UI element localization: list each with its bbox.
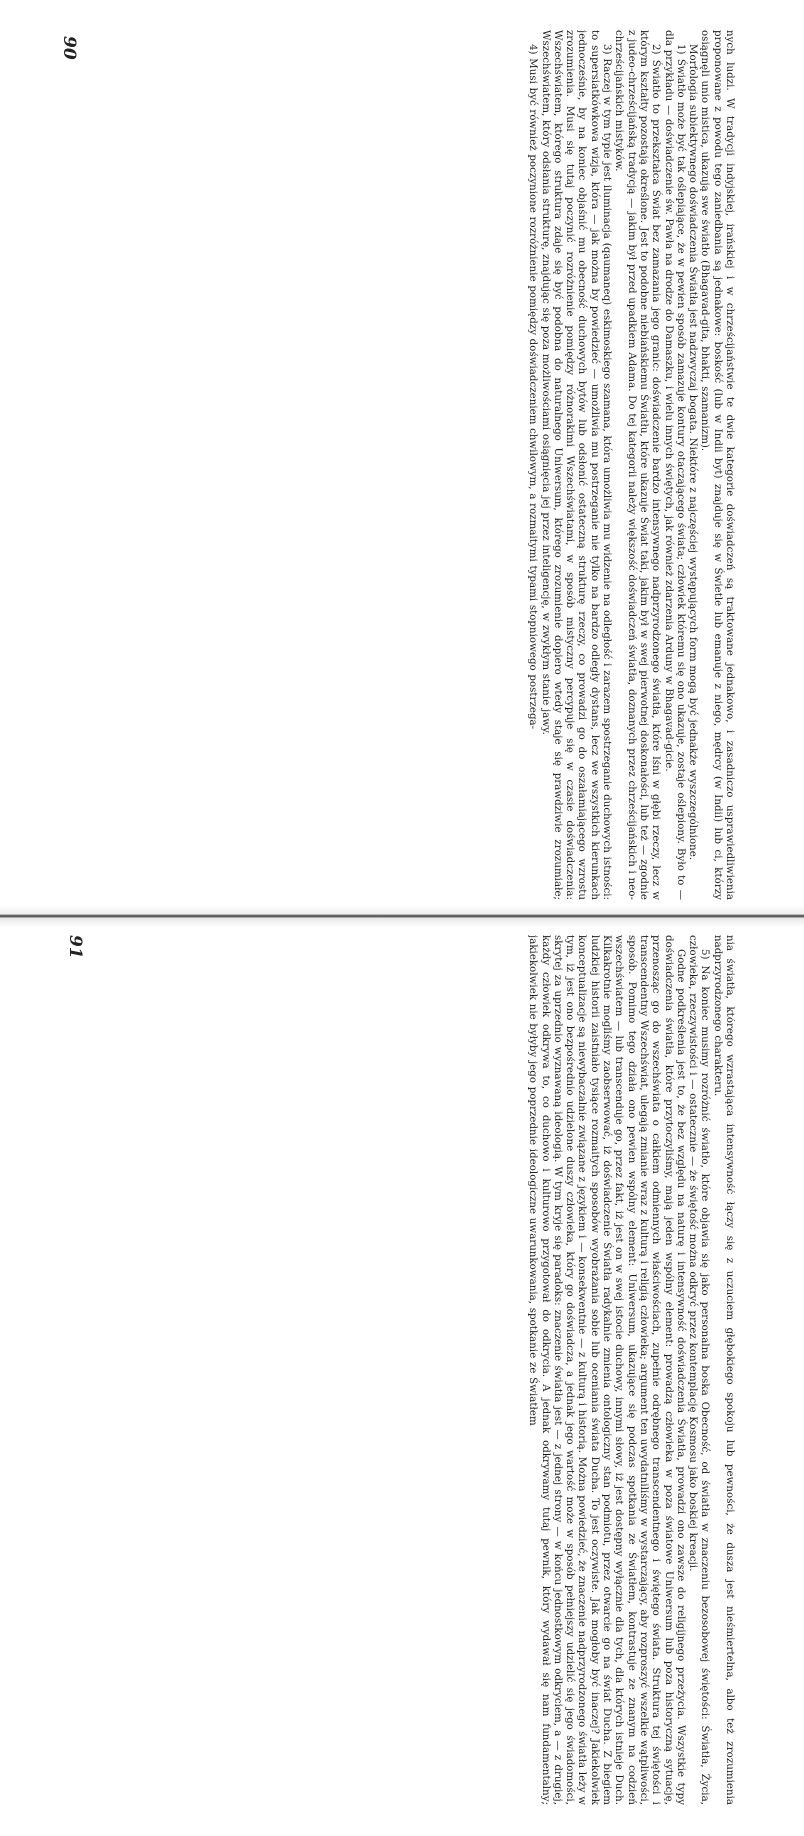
page-90-text-column [526, 30, 735, 900]
paragraph: 3) Raczej w tym typie jest iluminacja (qaumaneq) eskimoskiego szamana, która umożliwia mu widzenie na odległość i zarazem spostrzeganie duchowych istności: to supersiatkówkowa wizja, która — jak można by powiedzieć — umożliwia mu postrzeganie nie tylko na bardzo odległy dystans, lecz we wszystkich kierunkach jednocześnie, by na koniec objaśnić mu obecność duchowych bytów lub odsłonić ostateczną strukturę rzeczy, co prowadzi go do oszałamiającego wzrostu zrozumienia. Musi się tutaj poczynić rozróżnienie pomiędzy różnorakimi Wszechświatami, w sposób mistyczny percypuje się w czasie doświadczenia: Wszechświatem, którego struktura zdaje się być podobna do naturalnego Uniwersum, którego zrozumienie dopiero wtedy staje się prawdziwie zrozumiałe; Wszechświatem, który odsłania strukturę, znajdując się poza możliwościami osiągnięcia jej przez inteligencję, w zwykłym stanie jawy. [539, 30, 613, 900]
paragraph: 1) Światło może być tak oślepiające, że w pewien sposób zamazuje kontury otaczającego świata; człowiek któremu się ono ukazuje, zostaje oślepiony. Było to — dla przykładu — doświadczenie św. Pawła na drodze do Damaszku, i wielu innych świętych, jak również zdarzenia Arduny w Bhagavad-gicie. [662, 30, 686, 900]
paragraph: nia światła, którego wzrastająca intensywność łączy się z uczuciem głębokiego spokoju lub pewności, że dusza jest nieśmiertelna, albo też zrozumienia nadprzyrodzonego charakteru. [711, 935, 735, 1805]
page-91-text-column [526, 935, 735, 1805]
paragraph: 4) Musi być również poczynione rozróżnienie pomiędzy doświadczeniem chwilowym, a rozmaitymi typami stopniowego postrzega- [527, 44, 539, 730]
page-number: 91 [65, 935, 85, 959]
paragraph: Godne podkreślenia jest to, że bez względu na naturę i intensywność doświadczenia Światła, prowadzi ono zawsze do religijnego przeżycia. Wszystkie typy doświadczenia światła, które przytoczyliśmy, mają jeden wspólny element: prowadzą człowieka w poza światowe Uniwersum lub poza historyczną sytuację, przenosząc go do wszechświata o całkiem odmiennych właściwościach, zupełnie odrębnego transcendentnego i świętego świata. Struktura tej świętości i transcendentny Wszechświat, ulegają zmianie wraz z kulturą i religią człowieka; argument ten uwydatniliśmy w wystarczający, aby rozproszyć wszelkie wątpliwości, sposób. Pomimo tego działa ono pewien wspólny element: Uniwersum, ukazujące się podczas spotkania ze Światłem, kontrastuje ze znanym na codzień wszechświatem — lub transcenduje go, przez fakt, iż jest on w swej istocie duchowy, innymi słowy, iż jest dostępny wyłącznie dla tych, dla których istnieje Duch. Kilkakrotnie mogliśmy zaobserwować, iż doświadczenie Światła radykalnie zmienia ontologiczny stan podmiotu, przez otwarcie go na świat Ducha. Z biegiem ludzkiej historii zaistniało tysiące rozmaitych sposobów wyobrażania sobie lub oceniania świata Ducha. To jest oczywiste. Jak mogłoby być inaczej? Jakiekolwiek konceptualizacje są niewybaczalnie związane z językiem i — konsekwentnie — z kulturą i historią. Można powiedzieć, że znaczenie nadprzyrodzonego światła leży w tym, iż jest ono bezpośrednio udzielone duszy człowieka, który go doświadcza, a jednak jego wartość może w sposób pełniejszy udzielić się jego świadomości, skrytej za uprzednio wyznawaną ideologią. W tym kryje się paradoks: znaczenie światła jest — z jednej strony — w końcu jednostkowym odkryciem, a — z drugiej, każdy człowiek odkrywa to, co duchowo i kulturowo przygotował do odkrycia. A jednak odkrywamy tutaj pewnik, który wydawał się nam fundamentalny; jakiekolwiek nie byłyby jego poprzednie ideologiczne uwarunkowania, spotkanie ze Światłem [527, 935, 686, 1805]
paragraph: nych ludzi. W tradycji indyjskiej, irańskiej i w chrześcijaństwie te dwie kategorie doświadczeń są traktowane jednakowo, i zasadniczo usprawiedliwienia proponowane z powodu tego zaniedbania są jednakowe: boskość (lub w Indii byt) znajduje się w Świetle lub emanuje z niego, mędrcy (w Indii) lub ci, którzy osiągnęli unio mistica, ukazują swe światło (Bhagavad-gita, bhakti, szamanizm). [699, 30, 735, 900]
page-90 [55, 30, 735, 900]
paragraph: 2) Światło to przekształca Świat bez zamazania jego granic: doświadczenie bardzo intensywnego nadprzyrodzonego światła, które lśni w głębi rzeczy, lecz w którym kształty pozostają określone. Jest to podobne niebiańskiemu Światłu, które ukazuje Świat taki, jakim był w swej pierwotnej doskonałości, lub też — zgodnie z judeo-chrześcijańską tradycją — jakim był przed upadkiem Adama. Do tej kategorii należy większość doświadczeń światła, doznanych przez chrześcijańskich i neo-chrześcijańskich mistyków. [613, 30, 662, 900]
page-91 [55, 935, 735, 1805]
paragraph: 5) Na koniec musimy rozróżnić światło, które objawia się jako personalna boska Obecność, od światła w znaczeniu bezosobowej świętości: Światła, Życia, człowieka, rzeczywistości i — ostatecznie — że świętość można odkryć przez kontemplację Kosmosu jako boskiej kreacji. [687, 935, 711, 1805]
page-gutter-line [0, 914, 804, 918]
page-number: 90 [59, 36, 79, 60]
paragraph: Morfologia subiektywnego doświadczenia Światła jest nadzwyczaj bogata. Niektóre z najczęściej występujących form mogą być jednakże wyszczególnione. [687, 44, 699, 861]
